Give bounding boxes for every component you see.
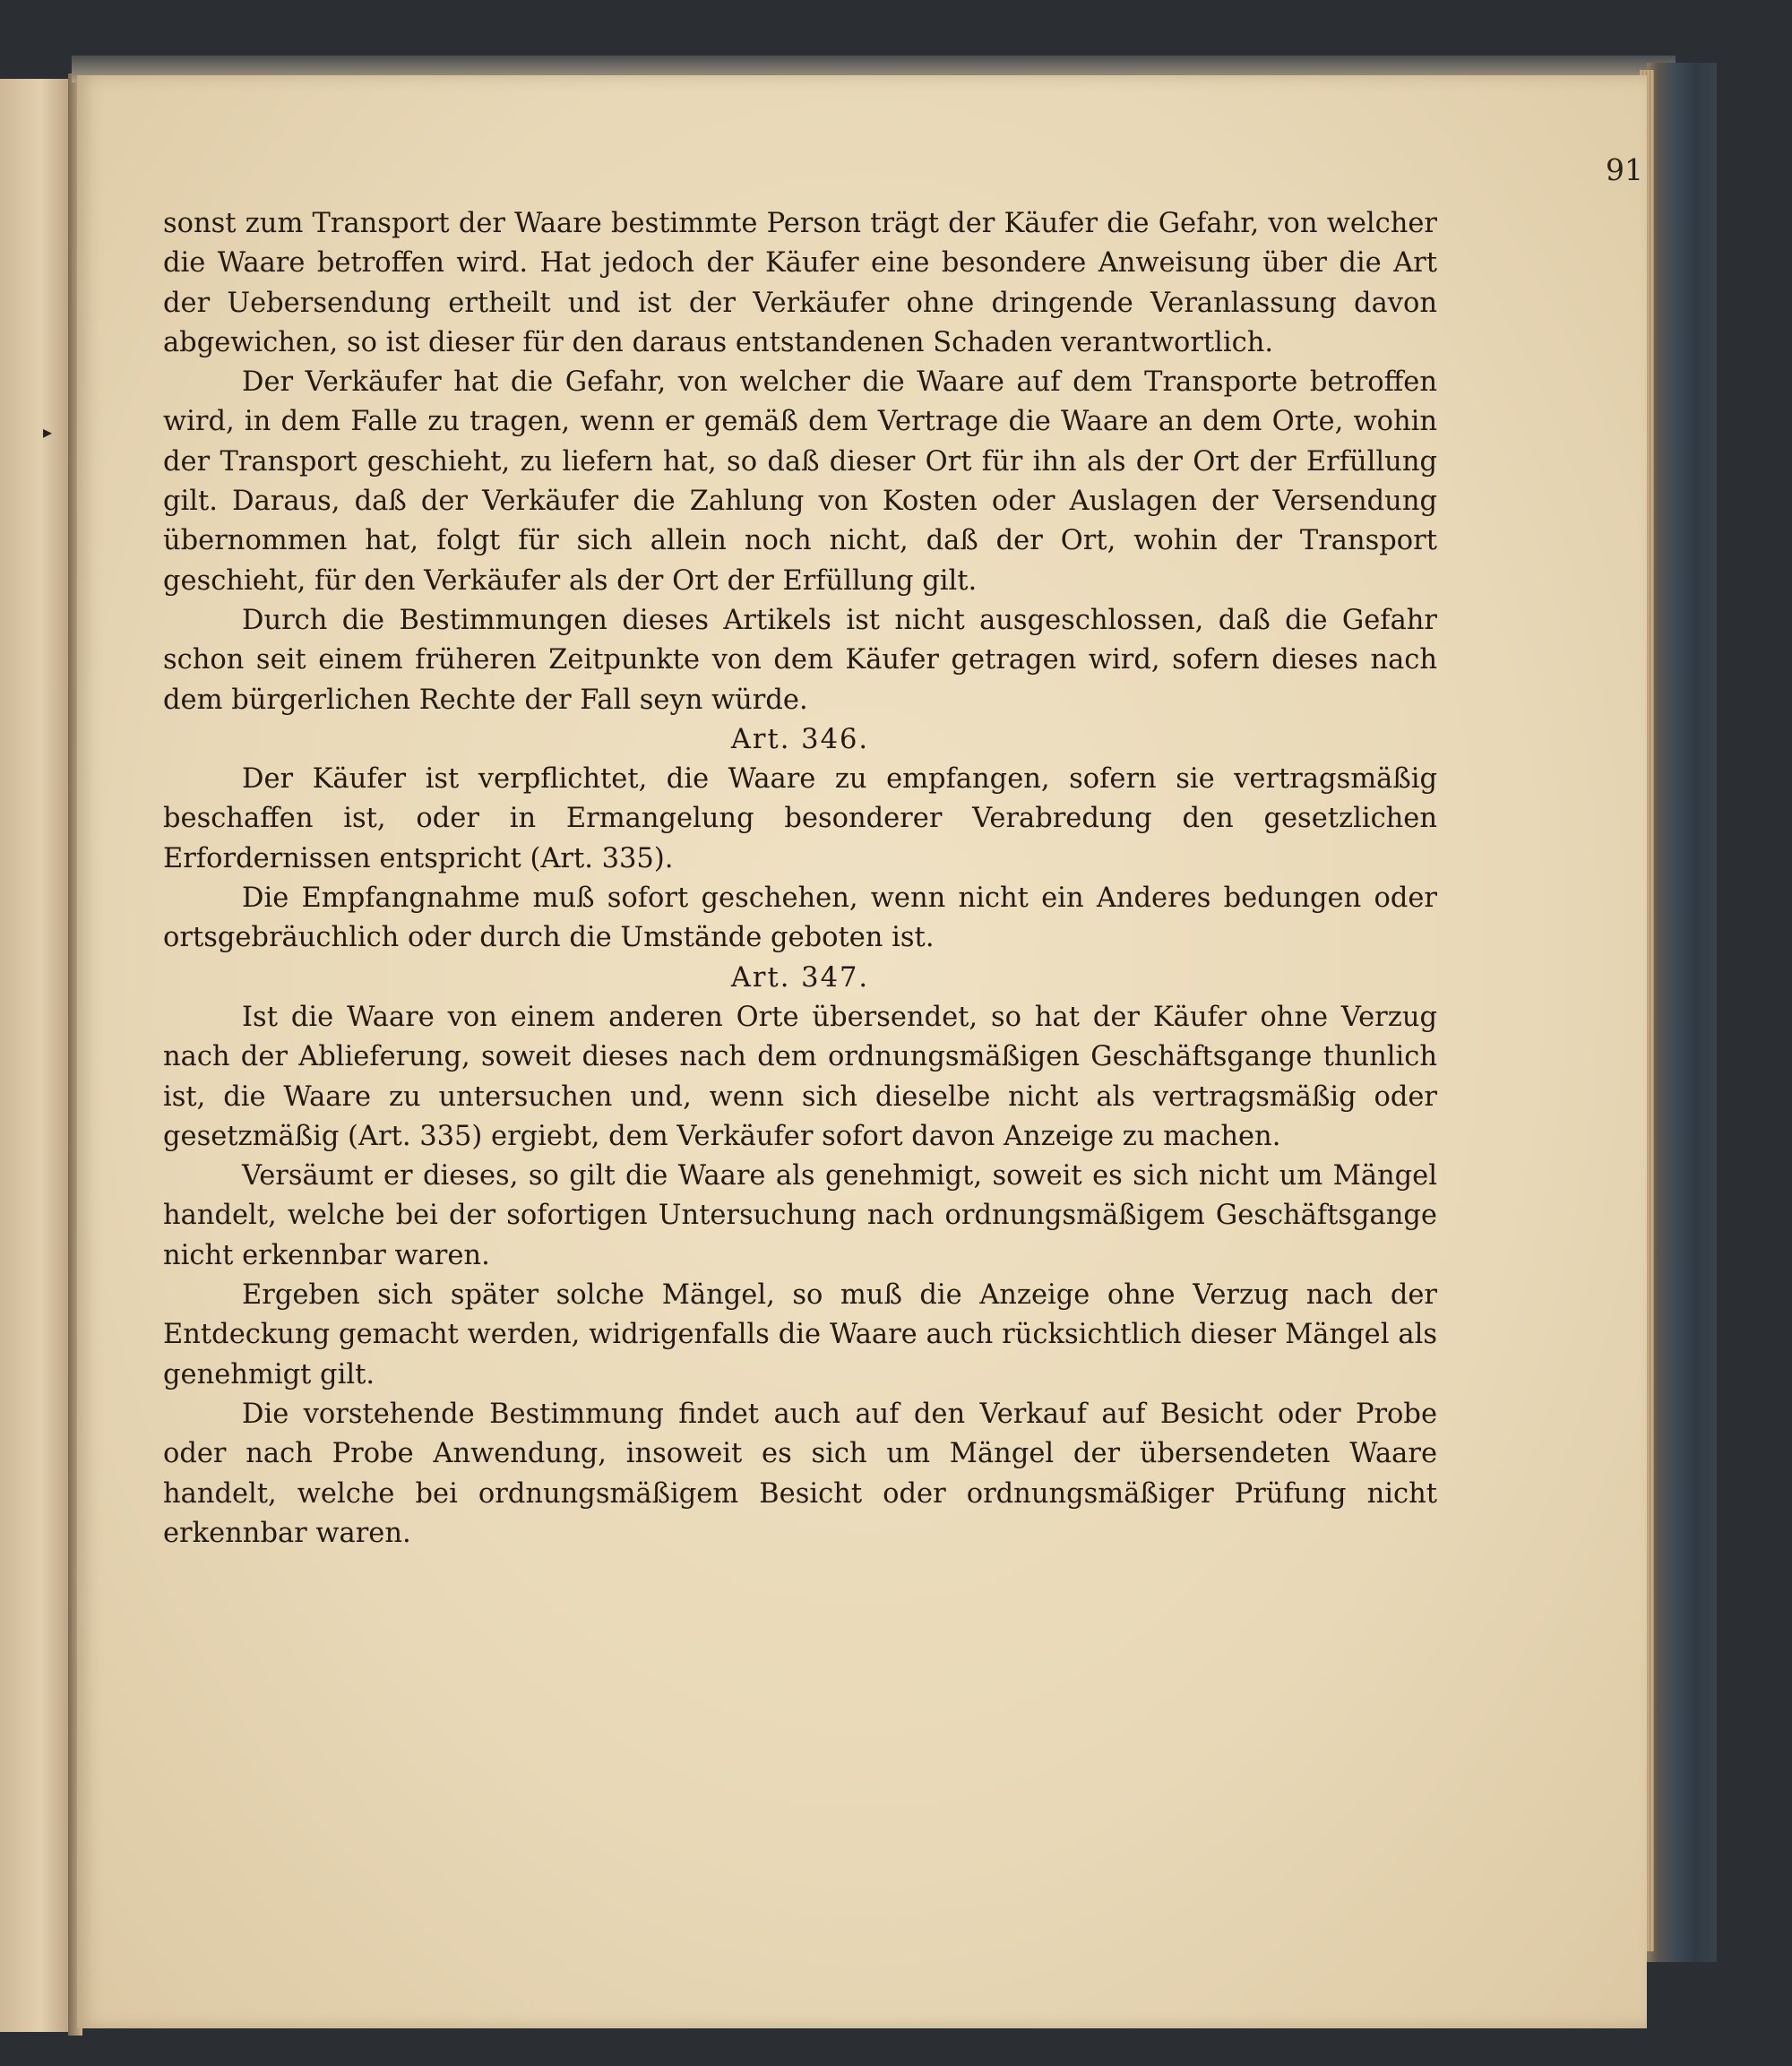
article-heading: Art. 346. [730,723,870,755]
paragraph: Die vorstehende Bestimmung findet auch auf den Verkauf auf Besicht oder Probe oder nach Probe Anwendung, insoweit es sich um Mängel der übersendeten Waare handelt, welche bei ordnungsmäßigem Besicht oder ordnungsmäßiger Prüfung nicht erkennbar waren. [163,1398,1437,1549]
paragraph: Der Käufer ist verpflichtet, die Waare zu empfangen, sofern sie vertragsmäßig beschaffen ist, oder in Ermangelung besonderer Verabredung den gesetzlichen Erfordernissen entspricht (Art. 335). [163,763,1437,874]
paragraph: Die Empfangnahme muß sofort geschehen, wenn nicht ein Anderes bedungen oder ortsgebräuchlich oder durch die Umstände geboten ist. [163,882,1437,954]
paragraph: Ergeben sich später solche Mängel, so muß die Anzeige ohne Verzug nach der Entdeckung gemacht werden, widrigenfalls die Waare auch rücksichtlich dieser Mängel als genehmigt gilt. [163,1279,1437,1390]
page-body-text [163,204,1437,1554]
margin-arrow-icon: ▸ [43,421,53,443]
left-page-edge [0,79,73,2032]
article-heading: Art. 347. [730,961,870,994]
paragraph: Der Verkäufer hat die Gefahr, von welcher die Waare auf dem Transporte betroffen wird, in dem Falle zu tragen, wenn er gemäß dem Vertrage die Waare an dem Orte, wohin der Transport geschieht, zu liefern hat, so daß dieser Ort für ihn als der Ort der Erfüllung gilt. Daraus, daß der Verkäufer die Zahlung von Kosten oder Auslagen der Versendung übernommen hat, folgt für sich allein noch nicht, daß der Ort, wohin der Transport geschieht, für den Verkäufer als der Ort der Erfüllung gilt. [163,366,1437,597]
paragraph: Versäumt er dieses, so gilt die Waare als genehmigt, soweit es sich nicht um Mängel handelt, welche bei der sofortigen Untersuchung nach ordnungsmäßigem Geschäftsgange nicht erkennbar waren. [163,1160,1437,1271]
paragraph: Ist die Waare von einem anderen Orte übersendet, so hat der Käufer ohne Verzug nach der Ablieferung, soweit dieses nach dem ordnungsmäßigen Geschäftsgange thunlich ist, die Waare zu untersuchen und, wenn sich dieselbe nicht als vertragsmäßig oder gesetzmäßig (Art. 335) ergiebt, dem Verkäufer sofort davon Anzeige zu machen. [163,1001,1437,1152]
page-number: 91 [1606,152,1643,187]
paragraph: Durch die Bestimmungen dieses Artikels ist nicht ausgeschlossen, daß die Gefahr schon seit einem früheren Zeitpunkte von dem Käufer getragen wird, sofern dieses nach dem bürgerlichen Rechte der Fall seyn würde. [163,604,1437,716]
book-cover-edge [1647,63,1717,1962]
paragraph: sonst zum Transport der Waare bestimmte Person trägt der Käufer die Gefahr, von welcher die Waare betroffen wird. Hat jedoch der Käufer eine besondere Anweisung über die Art der Uebersendung ertheilt und ist der Verkäufer ohne dringende Veranlassung davon abgewichen, so ist dieser für den daraus entstandenen Schaden verantwortlich. [163,208,1437,358]
